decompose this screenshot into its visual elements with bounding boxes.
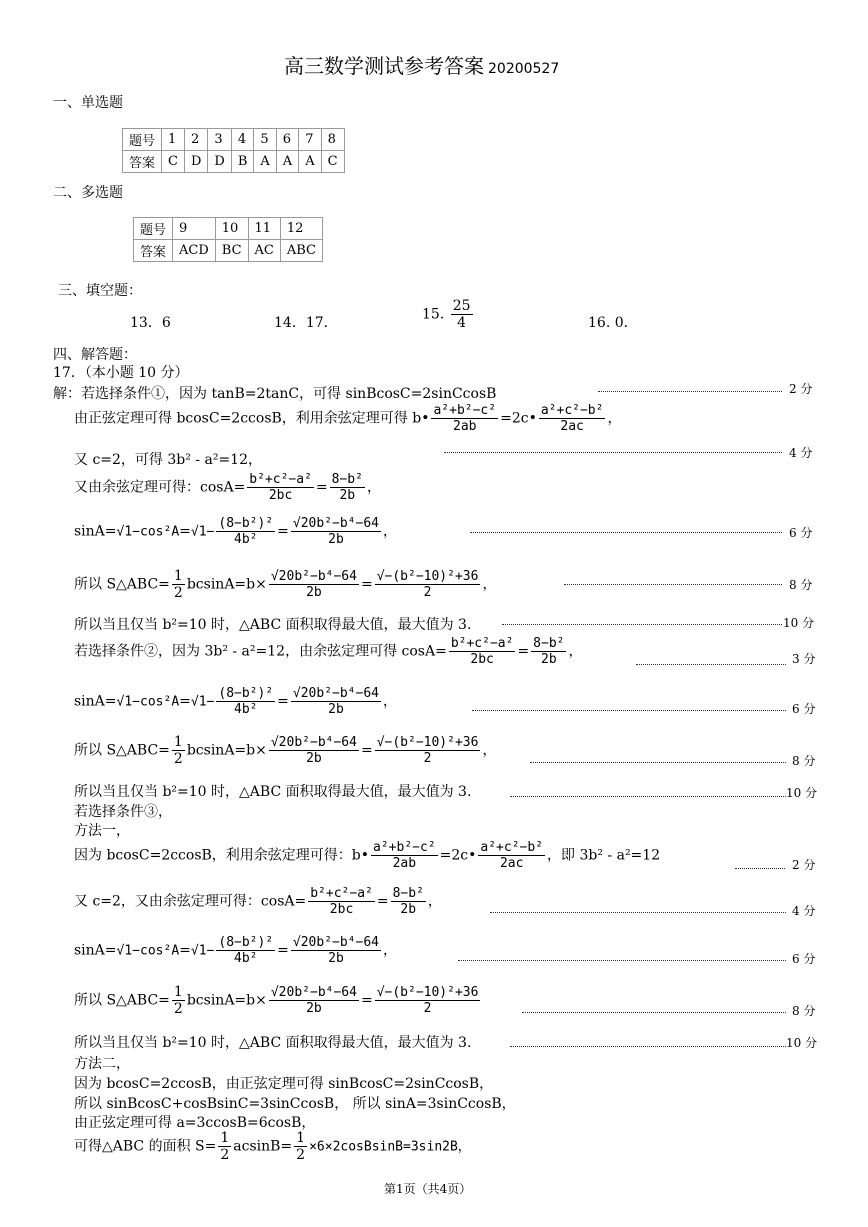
answer-15 bbox=[422, 298, 475, 331]
table-cell: 答案 bbox=[123, 151, 162, 173]
table-cell: 8 bbox=[321, 129, 344, 151]
score-label: 8 分 bbox=[792, 1004, 816, 1018]
solution-line: 所以当且仅当 b²=10 时，△ABC 面积取得最大值，最大值为 3. bbox=[74, 1035, 472, 1051]
score-label: 8 分 bbox=[789, 578, 813, 592]
score-label: 4 分 bbox=[792, 904, 816, 918]
numerator: a²+b²−c² bbox=[433, 403, 497, 418]
text: = bbox=[277, 942, 289, 959]
solution-line: 所以当且仅当 b²=10 时，△ABC 面积取得最大值，最大值为 3. bbox=[74, 784, 472, 800]
dot-leader bbox=[470, 532, 782, 533]
fraction bbox=[308, 886, 375, 917]
denominator: 4b² bbox=[234, 532, 258, 547]
numerator: √20b²−b⁴−64 bbox=[292, 686, 379, 701]
section-multi-choice: 二、多选题 bbox=[53, 185, 123, 201]
denominator: 2b bbox=[400, 902, 417, 917]
fraction bbox=[269, 985, 359, 1016]
dot-leader bbox=[636, 664, 786, 665]
score-label: 6 分 bbox=[792, 702, 816, 716]
dot-leader bbox=[522, 1012, 786, 1013]
fraction bbox=[375, 985, 481, 1016]
table-cell: 6 bbox=[276, 129, 298, 151]
title-code: 20200527 bbox=[488, 61, 560, 77]
numerator: 1 bbox=[173, 734, 183, 750]
score-label: 10 分 bbox=[783, 616, 815, 630]
table-cell: 3 bbox=[208, 129, 231, 151]
denominator: 2 bbox=[423, 751, 432, 766]
text: bcsinA=b× bbox=[186, 992, 267, 1009]
dot-leader bbox=[458, 960, 786, 961]
text: 所以 S△ABC= bbox=[74, 992, 170, 1009]
denominator: 2ab bbox=[392, 856, 417, 871]
fraction bbox=[216, 935, 275, 966]
sqrt-expression: √1−cos²A bbox=[116, 694, 180, 710]
solution-line: 所以 sinBcosC+cosBsinC=3sinCcosB， 所以 sinA=3sinCcosB， bbox=[74, 1096, 516, 1112]
dot-leader bbox=[564, 584, 782, 585]
table-cell: 5 bbox=[254, 129, 276, 151]
answer-14: 14．17． bbox=[274, 315, 338, 331]
numerator: (8−b²)² bbox=[218, 686, 274, 701]
denominator: 2 bbox=[173, 1001, 183, 1017]
text: bcsinA=b× bbox=[186, 576, 267, 593]
fraction-half bbox=[172, 568, 185, 601]
numerator: √20b²−b⁴−64 bbox=[270, 569, 357, 584]
denominator: 4b² bbox=[234, 951, 258, 966]
table-cell: 答案 bbox=[134, 240, 173, 262]
solution-line bbox=[74, 686, 397, 717]
solution-line bbox=[74, 1130, 471, 1163]
denominator: 4b² bbox=[234, 702, 258, 717]
fraction bbox=[391, 886, 426, 917]
table-cell: 2 bbox=[184, 129, 207, 151]
sqrt-expression: √1−cos²A bbox=[116, 943, 180, 959]
text: sinA= bbox=[74, 693, 117, 710]
solution-line bbox=[74, 472, 381, 503]
dot-leader bbox=[472, 710, 786, 711]
solution-line bbox=[74, 636, 582, 667]
solution-line bbox=[74, 568, 496, 601]
section-single-choice: 一、单选题 bbox=[53, 95, 123, 111]
table-cell: A bbox=[254, 151, 276, 173]
text: = bbox=[360, 992, 373, 1009]
score-label: 10 分 bbox=[786, 786, 818, 800]
solution-line bbox=[74, 734, 496, 767]
q17-header: 17．（本小题 10 分） bbox=[53, 365, 189, 381]
dot-leader bbox=[510, 1046, 786, 1047]
text: = bbox=[179, 693, 191, 710]
text: ， bbox=[383, 942, 397, 959]
table-cell: ACD bbox=[173, 240, 216, 262]
text: 所以 S△ABC= bbox=[74, 742, 170, 759]
fraction bbox=[375, 735, 481, 766]
numerator: 1 bbox=[173, 984, 183, 1000]
solution-line: 方法二， bbox=[74, 1056, 130, 1072]
solution-line: 解：若选择条件①，因为 tanB=2tanC，可得 sinBcosC=2sinCcosB bbox=[53, 386, 497, 402]
table-cell: D bbox=[184, 151, 207, 173]
denominator: 2ac bbox=[499, 856, 524, 871]
fraction bbox=[216, 686, 275, 717]
section-fill-blank: 三、填空题： bbox=[58, 283, 142, 299]
numerator: a²+c²−b² bbox=[540, 403, 604, 418]
sqrt-expression: √1−cos²A bbox=[116, 524, 180, 540]
fraction bbox=[449, 636, 516, 667]
denominator: 2b bbox=[328, 702, 344, 717]
table-cell: B bbox=[231, 151, 254, 173]
table-cell: 4 bbox=[231, 129, 254, 151]
table-row bbox=[123, 151, 345, 173]
table-cell: A bbox=[299, 151, 321, 173]
solution-line bbox=[74, 516, 397, 547]
denominator: 2b bbox=[306, 751, 322, 766]
sqrt-expression: √1− bbox=[190, 524, 215, 540]
fraction bbox=[330, 472, 365, 503]
denominator: 2ac bbox=[560, 419, 584, 434]
fraction bbox=[216, 516, 275, 547]
table-cell: BC bbox=[215, 240, 248, 262]
table-cell: 1 bbox=[162, 129, 185, 151]
dot-leader bbox=[510, 796, 786, 797]
table-row bbox=[134, 218, 323, 240]
text: sinA= bbox=[74, 942, 117, 959]
numerator: 8−b² bbox=[533, 636, 565, 651]
numerator: 25 bbox=[452, 298, 471, 314]
score-label: 2 分 bbox=[789, 382, 813, 396]
fraction bbox=[431, 403, 498, 434]
denominator: 2b bbox=[541, 652, 557, 667]
numerator: (8−b²)² bbox=[218, 516, 274, 531]
text: = bbox=[360, 576, 373, 593]
text: bcsinA=b× bbox=[186, 742, 267, 759]
numerator: √−(b²−10)²+36 bbox=[376, 569, 479, 584]
fraction bbox=[478, 840, 545, 871]
numerator: √20b²−b⁴−64 bbox=[270, 985, 357, 1000]
solution-line bbox=[74, 935, 397, 966]
numerator: √20b²−b⁴−64 bbox=[292, 935, 379, 950]
denominator: 4 bbox=[457, 315, 467, 331]
numerator: √20b²−b⁴−64 bbox=[292, 516, 379, 531]
score-label: 2 分 bbox=[792, 858, 816, 872]
text: = bbox=[315, 479, 328, 496]
score-label: 10 分 bbox=[786, 1036, 818, 1050]
numerator: √20b²−b⁴−64 bbox=[270, 735, 357, 750]
solution-line bbox=[74, 984, 482, 1017]
fraction-half bbox=[172, 984, 185, 1017]
text: ， bbox=[482, 576, 497, 593]
numerator: b²+c²−a² bbox=[249, 472, 312, 487]
score-label: 6 分 bbox=[789, 526, 813, 540]
text: ， bbox=[568, 643, 583, 660]
text: ， bbox=[607, 410, 622, 427]
solution-line: 因为 bcosC=2ccosB，由正弦定理可得 sinBcosC=2sinCcosB， bbox=[74, 1076, 494, 1092]
solution-line bbox=[74, 886, 442, 917]
page-footer: 第1页（共4页） bbox=[384, 1182, 472, 1196]
denominator: 2bc bbox=[329, 902, 354, 917]
fraction-25-4 bbox=[451, 298, 473, 331]
table-cell: 7 bbox=[299, 129, 321, 151]
dot-leader bbox=[502, 624, 782, 625]
denominator: 2 bbox=[296, 1147, 306, 1163]
text: 因为 bcosC=2ccosB，利用余弦定理可得：b• bbox=[74, 847, 370, 864]
section-solutions: 四、解答题： bbox=[53, 347, 137, 363]
table-cell: 9 bbox=[173, 218, 216, 240]
denominator: 2b bbox=[306, 585, 322, 600]
sqrt-expression: √1− bbox=[190, 943, 215, 959]
denominator: 2 bbox=[173, 585, 183, 601]
text: = bbox=[179, 523, 191, 540]
answer-15-label: 15. bbox=[422, 306, 445, 323]
fraction bbox=[269, 735, 359, 766]
answer-13: 13．6 bbox=[130, 315, 171, 331]
fraction-half bbox=[172, 734, 185, 767]
fraction bbox=[291, 516, 381, 547]
numerator: 1 bbox=[220, 1130, 230, 1146]
numerator: 1 bbox=[296, 1130, 306, 1146]
table-row bbox=[134, 240, 323, 262]
text: 又由余弦定理可得：cosA= bbox=[74, 479, 246, 496]
text: ，即 3b² - a²=12 bbox=[547, 847, 661, 864]
multi-choice-answer-table bbox=[133, 217, 323, 262]
fraction bbox=[247, 472, 314, 503]
solution-line bbox=[74, 840, 660, 871]
solution-line: 由正弦定理可得 a=3ccosB=6cosB， bbox=[74, 1115, 316, 1131]
fraction bbox=[371, 840, 438, 871]
solution-line: 若选择条件③， bbox=[74, 804, 172, 820]
page-title bbox=[284, 50, 559, 79]
solution-line: 方法一， bbox=[74, 823, 130, 839]
text: 所以 S△ABC= bbox=[74, 576, 170, 593]
text: = bbox=[376, 893, 389, 910]
text: ， bbox=[427, 893, 442, 910]
denominator: 2b bbox=[328, 951, 344, 966]
solution-line bbox=[74, 403, 621, 434]
text: ×6×2cosBsinB=3sin2B， bbox=[309, 1139, 471, 1155]
dot-leader bbox=[598, 391, 782, 392]
dot-leader bbox=[530, 762, 786, 763]
denominator: 2b bbox=[339, 488, 356, 503]
text: sinA= bbox=[74, 523, 117, 540]
text: =2c• bbox=[500, 410, 537, 427]
text: 由正弦定理可得 bcosC=2ccosB，利用余弦定理可得 b• bbox=[74, 410, 430, 427]
text: 又 c=2，又由余弦定理可得：cosA= bbox=[74, 893, 307, 910]
text: = bbox=[360, 742, 373, 759]
fraction bbox=[269, 569, 359, 600]
denominator: 2b bbox=[328, 532, 344, 547]
table-cell: C bbox=[162, 151, 185, 173]
numerator: 8−b² bbox=[392, 886, 424, 901]
table-row bbox=[123, 129, 345, 151]
dot-leader bbox=[490, 912, 786, 913]
denominator: 2 bbox=[220, 1147, 230, 1163]
text: = bbox=[179, 942, 191, 959]
score-label: 3 分 bbox=[792, 652, 816, 666]
fraction bbox=[291, 686, 381, 717]
text: =2c• bbox=[439, 847, 477, 864]
table-cell: 11 bbox=[248, 218, 280, 240]
fraction bbox=[291, 935, 381, 966]
numerator: 8−b² bbox=[331, 472, 363, 487]
numerator: a²+b²−c² bbox=[373, 840, 436, 855]
text: 可得△ABC 的面积 S= bbox=[74, 1138, 217, 1155]
denominator: 2ab bbox=[453, 419, 477, 434]
denominator: 2 bbox=[423, 585, 432, 600]
text: 若选择条件②，因为 3b² - a²=12，由余弦定理可得 cosA= bbox=[74, 643, 447, 660]
text: ， bbox=[383, 523, 397, 540]
denominator: 2bc bbox=[268, 488, 293, 503]
solution-line: 又 c=2，可得 3b² - a²=12， bbox=[74, 452, 262, 468]
text: ， bbox=[366, 479, 381, 496]
answer-16: 16. 0． bbox=[588, 315, 638, 331]
score-label: 4 分 bbox=[789, 446, 813, 460]
fraction-half bbox=[294, 1130, 307, 1163]
numerator: √−(b²−10)²+36 bbox=[376, 985, 479, 1000]
solution-line: 所以当且仅当 b²=10 时，△ABC 面积取得最大值，最大值为 3. bbox=[74, 617, 472, 633]
text: = bbox=[277, 693, 289, 710]
fraction bbox=[531, 636, 566, 667]
numerator: √−(b²−10)²+36 bbox=[376, 735, 479, 750]
table-cell: D bbox=[208, 151, 231, 173]
denominator: 2 bbox=[173, 751, 183, 767]
text: ， bbox=[383, 693, 397, 710]
sqrt-expression: √1− bbox=[190, 694, 215, 710]
table-cell: C bbox=[321, 151, 344, 173]
table-cell: AC bbox=[248, 240, 280, 262]
text: = bbox=[517, 643, 530, 660]
fraction-half bbox=[218, 1130, 231, 1163]
denominator: 2bc bbox=[470, 652, 494, 667]
table-cell: A bbox=[276, 151, 298, 173]
table-cell: 题号 bbox=[123, 129, 162, 151]
numerator: a²+c²−b² bbox=[480, 840, 544, 855]
score-label: 6 分 bbox=[792, 952, 816, 966]
dot-leader bbox=[444, 452, 782, 453]
table-cell: ABC bbox=[280, 240, 322, 262]
numerator: 1 bbox=[173, 568, 183, 584]
score-label: 8 分 bbox=[792, 754, 816, 768]
table-cell: 题号 bbox=[134, 218, 173, 240]
table-cell: 10 bbox=[215, 218, 248, 240]
denominator: 2 bbox=[423, 1001, 432, 1016]
fraction bbox=[375, 569, 481, 600]
numerator: (8−b²)² bbox=[218, 935, 274, 950]
denominator: 2b bbox=[306, 1001, 322, 1016]
single-choice-answer-table bbox=[122, 128, 345, 173]
text: = bbox=[277, 523, 289, 540]
text: ， bbox=[482, 742, 497, 759]
dot-leader bbox=[735, 868, 785, 869]
fraction bbox=[539, 403, 606, 434]
numerator: b²+c²−a² bbox=[310, 886, 373, 901]
table-cell: 12 bbox=[280, 218, 322, 240]
numerator: b²+c²−a² bbox=[450, 636, 514, 651]
text: acsinB= bbox=[233, 1138, 293, 1155]
title-text: 高三数学测试参考答案 bbox=[284, 54, 484, 78]
